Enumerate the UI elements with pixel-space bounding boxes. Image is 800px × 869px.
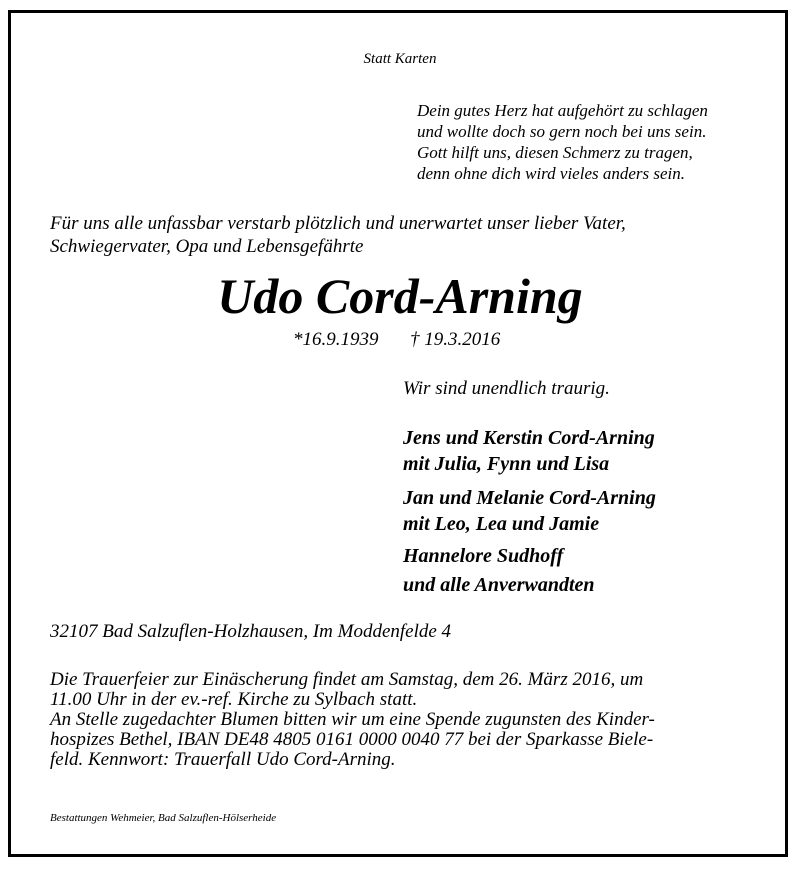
- family-line: mit Leo, Lea und Jamie: [403, 513, 600, 535]
- poem-line: Dein gutes Herz hat aufgehört zu schlagen: [417, 101, 708, 120]
- family-line: und alle Anverwandten: [403, 574, 595, 596]
- header-text: Statt Karten: [363, 51, 437, 67]
- family-group: [403, 485, 656, 537]
- donation-line: hospizes Bethel, IBAN DE48 4805 0161 0000 0040 77 bei der Sparkasse Biele-: [50, 729, 654, 750]
- death-date: † 19.3.2016: [410, 329, 501, 350]
- poem-line: und wollte doch so gern noch bei uns sein.: [417, 122, 707, 141]
- donation-line: An Stelle zugedachter Blumen bitten wir um eine Spende zugunsten des Kinder-: [50, 709, 655, 730]
- deceased-name: Udo Cord-Arning: [217, 268, 583, 324]
- intro-line: Für uns alle unfassbar verstarb plötzlich und unerwartet unser lieber Vater,: [50, 213, 626, 234]
- family-line: Hannelore Sudhoff: [403, 545, 564, 567]
- birth-date: *16.9.1939: [293, 329, 379, 350]
- family-line: Jan und Melanie Cord-Arning: [403, 487, 656, 509]
- poem-line: Gott hilft uns, diesen Schmerz zu tragen,: [417, 143, 693, 162]
- ceremony-info: [50, 670, 655, 770]
- sadness-line: Wir sind unendlich traurig.: [403, 378, 610, 399]
- family-group: [403, 572, 595, 598]
- family-group: [403, 425, 655, 477]
- family-group: [403, 543, 563, 569]
- family-line: mit Julia, Fynn und Lisa: [403, 453, 610, 475]
- address: 32107 Bad Salzuflen-Holzhausen, Im Moddenfelde 4: [50, 621, 452, 642]
- ceremony-line: Die Trauerfeier zur Einäscherung findet am Samstag, dem 26. März 2016, um: [50, 669, 644, 690]
- family-line: Jens und Kerstin Cord-Arning: [403, 427, 655, 449]
- intro-line: Schwiegervater, Opa und Lebensgefährte: [50, 236, 364, 257]
- poem: [417, 100, 708, 184]
- intro-text: [50, 212, 626, 258]
- funeral-home-credit: Bestattungen Wehmeier, Bad Salzuflen-Hölserheide: [50, 812, 277, 824]
- ceremony-line: 11.00 Uhr in der ev.-ref. Kirche zu Sylbach statt.: [50, 689, 418, 710]
- donation-line: feld. Kennwort: Trauerfall Udo Cord-Arning.: [50, 749, 396, 770]
- poem-line: denn ohne dich wird vieles anders sein.: [417, 164, 686, 183]
